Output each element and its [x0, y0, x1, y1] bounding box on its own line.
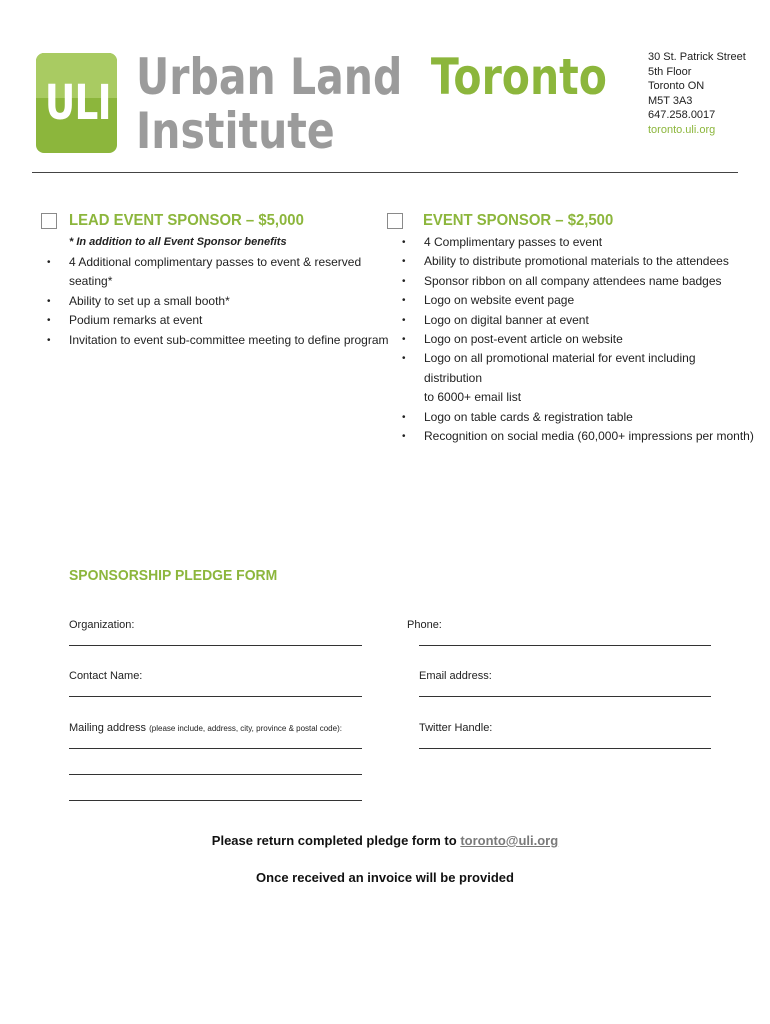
header-divider [32, 172, 738, 173]
contact-name-label: Contact Name: [69, 670, 143, 682]
twitter-label: Twitter Handle: [419, 722, 493, 734]
address-floor: 5th Floor [648, 65, 692, 78]
list-item: • Logo on website event page [424, 291, 754, 310]
mailing-address-hint: (please include, address, city, province & postal code): [149, 724, 342, 733]
list-item: • Invitation to event sub-committee meeting to define program [69, 331, 389, 350]
mailing-address-label [69, 722, 342, 734]
contact-address [648, 50, 746, 137]
list-item: • Logo on post-event article on website [424, 330, 754, 349]
mailing-address-field-3[interactable] [69, 800, 362, 801]
address-phone: 647.258.0017 [648, 109, 716, 121]
lead-sponsor-checkbox[interactable] [41, 213, 57, 229]
mailing-address-label-text: Mailing address [69, 722, 147, 734]
list-item: • Logo on table cards & registration table [424, 408, 754, 427]
address-street: 30 St. Patrick Street [648, 51, 746, 63]
mailing-address-field-2[interactable] [69, 774, 362, 775]
list-item: seating* [69, 274, 113, 289]
lead-sponsor-benefits [69, 253, 389, 350]
twitter-field[interactable] [419, 748, 711, 749]
contact-name-field[interactable] [69, 696, 362, 697]
phone-field[interactable] [419, 645, 711, 646]
email-label: Email address: [419, 670, 492, 682]
brand-city: Toronto [430, 48, 607, 106]
invoice-note: Once received an invoice will be provided [256, 870, 514, 885]
address-city: Toronto ON [648, 80, 705, 92]
brand-name-line1 [136, 48, 607, 106]
list-item: • Ability to distribute promotional materials to the attendees [424, 252, 754, 271]
list-item: • Podium remarks at event [69, 311, 389, 330]
return-email-link[interactable]: toronto@uli.org [460, 833, 559, 848]
list-item: • 4 Complimentary passes to event [424, 233, 754, 252]
list-item: • Sponsor ribbon on all company attendees name badges [424, 272, 754, 291]
event-sponsor-checkbox[interactable] [387, 213, 403, 229]
list-item: • 4 Additional complimentary passes to event & reserved [69, 253, 389, 272]
phone-label: Phone: [407, 619, 442, 631]
uli-logo [36, 53, 117, 153]
event-sponsor-title: EVENT SPONSOR – $2,500 [423, 212, 614, 229]
address-postal: M5T 3A3 [648, 94, 693, 107]
organization-field[interactable] [69, 645, 362, 646]
list-item: • Logo on digital banner at event [424, 311, 754, 330]
list-item: • Ability to set up a small booth* [69, 292, 389, 311]
lead-sponsor-title: LEAD EVENT SPONSOR – $5,000 [69, 212, 304, 229]
list-item: to 6000+ email list [424, 390, 522, 405]
return-text: Please return completed pledge form to [211, 833, 457, 848]
list-item: • Logo on all promotional material for event including distribution [424, 349, 754, 388]
logo-mark: ULI [44, 75, 111, 131]
lead-sponsor-note: * In addition to all Event Sponsor benefits [69, 236, 287, 248]
pledge-form-title: SPONSORSHIP PLEDGE FORM [69, 567, 278, 584]
event-sponsor-benefits [424, 233, 754, 446]
brand-urban-land: Urban Land [136, 48, 403, 106]
list-item: • Recognition on social media (60,000+ impressions per month) [424, 427, 754, 446]
mailing-address-field-1[interactable] [69, 748, 362, 749]
website-link[interactable]: toronto.uli.org [648, 123, 716, 136]
email-field[interactable] [419, 696, 711, 697]
organization-label: Organization: [69, 619, 135, 631]
brand-name-line2: Institute [136, 102, 335, 160]
return-instructions [0, 833, 770, 848]
